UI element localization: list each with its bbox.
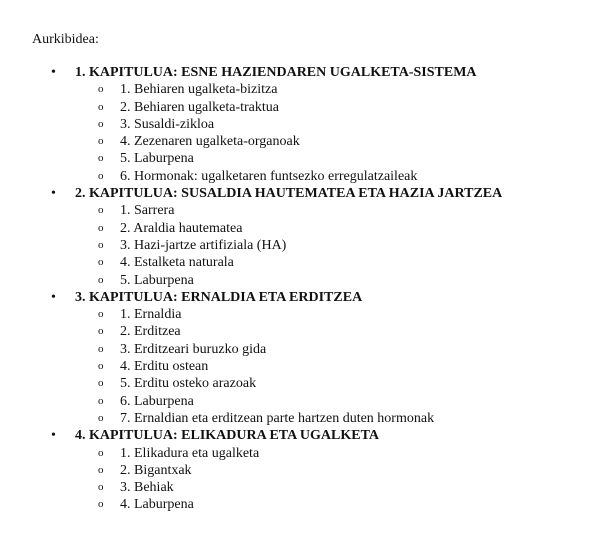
chapter-3 — [0, 289, 600, 427]
bullet-icon: • — [51, 289, 56, 305]
circle-bullet-icon: o — [98, 135, 104, 148]
list-item-label[interactable]: 2. Behiaren ugalketa-traktua — [120, 99, 279, 115]
list-item[interactable] — [0, 306, 600, 323]
circle-bullet-icon: o — [98, 169, 104, 182]
circle-bullet-icon: o — [98, 308, 104, 321]
list-item-label[interactable]: 3. Hazi-jartze artifiziala (HA) — [120, 237, 287, 253]
list-item[interactable] — [0, 272, 600, 289]
list-item-label[interactable]: 1. Sarrera — [120, 203, 175, 219]
list-item-label[interactable]: 3. Behiak — [120, 480, 174, 496]
list-item-label[interactable]: 1. Behiaren ugalketa-bizitza — [120, 82, 278, 98]
list-item[interactable] — [0, 150, 600, 167]
circle-bullet-icon: o — [98, 394, 104, 407]
bullet-icon: • — [51, 65, 56, 80]
list-item[interactable] — [0, 254, 600, 271]
list-item[interactable] — [0, 341, 600, 358]
circle-bullet-icon: o — [98, 273, 104, 286]
list-item-label[interactable]: 2. Bigantxak — [120, 462, 192, 478]
list-item-label[interactable]: 3. Erditzeari buruzko gida — [120, 341, 267, 357]
list-item-label[interactable]: 4. Zezenaren ugalketa-organoak — [120, 134, 300, 150]
chapter-1 — [0, 64, 600, 185]
chapter-heading[interactable] — [0, 289, 600, 306]
circle-bullet-icon: o — [98, 411, 104, 424]
list-item[interactable] — [0, 81, 600, 98]
list-item-label[interactable]: 4. Erditu ostean — [120, 359, 209, 375]
chapter-title[interactable]: 1. KAPITULUA: ESNE HAZIENDAREN UGALKETA-SISTEMA — [75, 65, 477, 80]
circle-bullet-icon: o — [98, 377, 104, 390]
circle-bullet-icon: o — [98, 152, 104, 165]
list-item[interactable] — [0, 410, 600, 427]
circle-bullet-icon: o — [98, 238, 104, 251]
list-item-label[interactable]: 1. Ernaldia — [120, 307, 182, 323]
chapter-2 — [0, 185, 600, 289]
bullet-icon: • — [51, 186, 56, 202]
toc-title: Aurkibidea: — [32, 32, 99, 47]
circle-bullet-icon: o — [98, 360, 104, 373]
circle-bullet-icon: o — [98, 342, 104, 355]
list-item-label[interactable]: 4. Estalketa naturala — [120, 255, 234, 271]
chapter-heading[interactable] — [0, 427, 600, 444]
list-item[interactable] — [0, 116, 600, 133]
chapter-heading[interactable] — [0, 185, 600, 202]
list-item[interactable] — [0, 358, 600, 375]
list-item[interactable] — [0, 99, 600, 116]
list-item[interactable] — [0, 168, 600, 185]
list-item[interactable] — [0, 393, 600, 410]
circle-bullet-icon: o — [98, 100, 104, 113]
circle-bullet-icon: o — [98, 446, 104, 459]
circle-bullet-icon: o — [98, 221, 104, 234]
list-item[interactable] — [0, 323, 600, 340]
circle-bullet-icon: o — [98, 481, 104, 494]
list-item-label[interactable]: 6. Hormonak: ugalketaren funtsezko erregulatzaileak — [120, 168, 418, 184]
list-item[interactable] — [0, 462, 600, 479]
chapter-title[interactable]: 2. KAPITULUA: SUSALDIA HAUTEMATEA ETA HAZIA JARTZEA — [75, 186, 503, 202]
list-item[interactable] — [0, 496, 600, 513]
list-item-label[interactable]: 5. Erditu osteko arazoak — [120, 376, 257, 392]
circle-bullet-icon: o — [98, 498, 104, 511]
circle-bullet-icon: o — [98, 325, 104, 338]
list-item-label[interactable]: 6. Laburpena — [120, 393, 194, 409]
list-item-label[interactable]: 4. Laburpena — [120, 497, 194, 513]
list-item[interactable] — [0, 133, 600, 150]
chapter-title[interactable]: 4. KAPITULUA: ELIKADURA ETA UGALKETA — [75, 428, 380, 444]
circle-bullet-icon: o — [98, 256, 104, 269]
circle-bullet-icon: o — [98, 117, 104, 130]
chapter-title[interactable]: 3. KAPITULUA: ERNALDIA ETA ERDITZEA — [75, 289, 363, 305]
list-item-label[interactable]: 2. Araldia hautematea — [120, 220, 243, 236]
list-item[interactable] — [0, 220, 600, 237]
table-of-contents — [0, 64, 600, 514]
chapter-4 — [0, 427, 600, 513]
list-item-label[interactable]: 5. Laburpena — [120, 272, 194, 288]
list-item-label[interactable]: 1. Elikadura eta ugalketa — [120, 445, 260, 461]
list-item-label[interactable]: 3. Susaldi-zikloa — [120, 116, 215, 132]
list-item-label[interactable]: 7. Ernaldian eta erditzean parte hartzen duten hormonak — [120, 410, 435, 426]
list-item[interactable] — [0, 237, 600, 254]
circle-bullet-icon: o — [98, 463, 104, 476]
list-item-label[interactable]: 5. Laburpena — [120, 151, 194, 167]
list-item-label[interactable]: 2. Erditzea — [120, 324, 181, 340]
list-item[interactable] — [0, 445, 600, 462]
circle-bullet-icon: o — [98, 204, 104, 217]
circle-bullet-icon: o — [98, 83, 104, 96]
bullet-icon: • — [51, 428, 56, 444]
list-item[interactable] — [0, 202, 600, 219]
list-item[interactable] — [0, 375, 600, 392]
chapter-heading[interactable] — [0, 64, 600, 81]
list-item[interactable] — [0, 479, 600, 496]
